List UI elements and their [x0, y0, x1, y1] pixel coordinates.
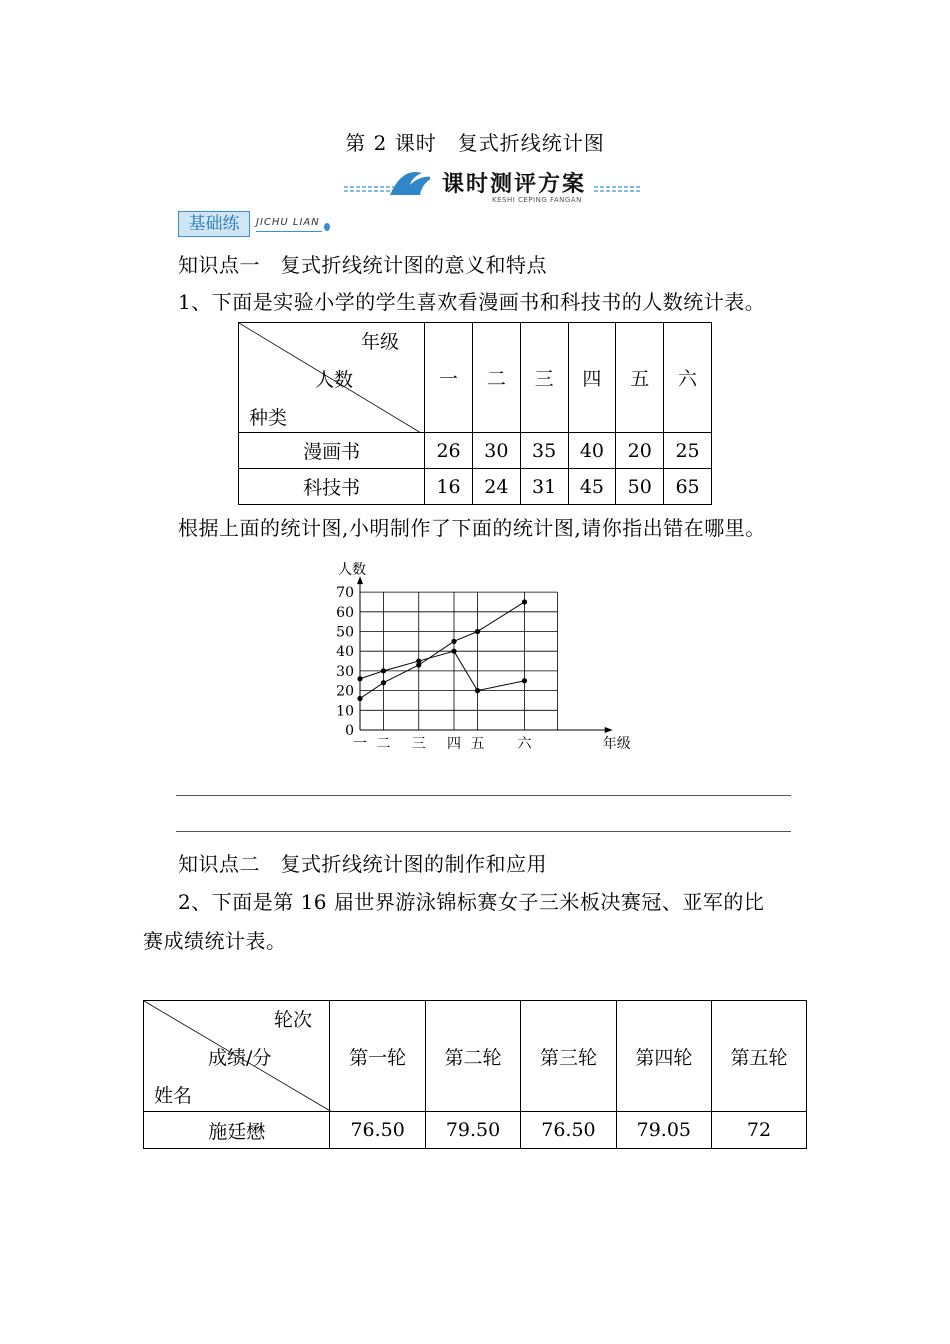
corner-score: 成绩/分: [208, 1047, 272, 1069]
table-cell: 79.50: [425, 1112, 520, 1149]
col-header: 五: [616, 323, 664, 433]
x-axis-arrow: [605, 727, 613, 733]
table-cell: 24: [472, 469, 520, 505]
knowledge2-heading: 知识点二 复式折线统计图的制作和应用: [178, 852, 547, 876]
table-cell: 30: [472, 433, 520, 469]
x-tick-label: 二: [376, 736, 391, 752]
table-cell: 26: [425, 433, 473, 469]
data-point: [381, 680, 386, 685]
y-tick-label: 10: [336, 703, 354, 720]
section-tag: [178, 211, 338, 239]
table-cell: 16: [425, 469, 473, 505]
corner-round: 轮次: [274, 1009, 313, 1031]
y-tick-label: 30: [336, 663, 354, 680]
table-cell: 31: [520, 469, 568, 505]
data-point: [522, 599, 527, 604]
table-cell: 76.50: [521, 1112, 616, 1149]
col-header: 三: [520, 323, 568, 433]
table-row: [144, 1112, 807, 1149]
data-point: [357, 676, 362, 681]
section-tag-pinyin: JICHU LIAN: [256, 217, 320, 228]
table1-corner: [239, 323, 425, 433]
line-chart: [325, 545, 655, 755]
table-cell: 35: [520, 433, 568, 469]
y-axis-label: 人数: [338, 562, 366, 579]
col-header: 一: [425, 323, 473, 433]
row-label: 漫画书: [239, 433, 425, 469]
data-point: [475, 629, 480, 634]
table-row: [239, 433, 712, 469]
section-banner: [342, 163, 642, 207]
q1-instruction: 根据上面的统计图,小明制作了下面的统计图,请你指出错在哪里。: [178, 516, 766, 540]
drop-icon: [324, 223, 330, 231]
corner-count: 人数: [315, 369, 354, 391]
y-tick-label: 70: [336, 585, 354, 602]
data-point: [416, 662, 421, 667]
table-cell: 79.05: [616, 1112, 711, 1149]
y-tick-label: 60: [336, 604, 354, 621]
section-tag-label: 基础练: [178, 211, 250, 237]
knowledge1-heading: 知识点一 复式折线统计图的意义和特点: [178, 253, 547, 277]
leaf-logo-icon: [390, 172, 434, 195]
corner-name: 姓名: [154, 1085, 193, 1107]
col-header: 第五轮: [712, 1001, 807, 1112]
lesson-title: 第 2 课时 复式折线统计图: [345, 131, 605, 155]
table-cell: 40: [568, 433, 616, 469]
q1-text: 1、下面是实验小学的学生喜欢看漫画书和科技书的人数统计表。: [178, 290, 766, 314]
table-cell: 72: [712, 1112, 807, 1149]
y-tick-label: 20: [336, 683, 354, 700]
col-header: 二: [472, 323, 520, 433]
data-point: [357, 696, 362, 701]
col-header: 第二轮: [425, 1001, 520, 1112]
col-header: 六: [664, 323, 712, 433]
y-tick-label: 50: [336, 624, 354, 641]
col-header: 第三轮: [521, 1001, 616, 1112]
answer-line-1[interactable]: [176, 795, 791, 796]
x-tick-label: 一: [353, 736, 367, 752]
table-cell: 25: [664, 433, 712, 469]
banner-subtext: KESHI CEPING FANGAN: [492, 196, 582, 204]
data-point: [381, 668, 386, 673]
table-cell: 20: [616, 433, 664, 469]
score-table: [143, 1000, 807, 1149]
col-header: 四: [568, 323, 616, 433]
y-tick-label: 40: [336, 644, 354, 661]
data-point: [451, 639, 456, 644]
col-header: 第四轮: [616, 1001, 711, 1112]
tag-underline: [256, 231, 322, 232]
corner-kind: 种类: [249, 407, 288, 429]
row-label: 科技书: [239, 469, 425, 505]
row-label: 施廷懋: [144, 1112, 330, 1149]
answer-line-2[interactable]: [176, 831, 791, 832]
col-header: 第一轮: [330, 1001, 425, 1112]
y-tick-label: 0: [345, 723, 354, 739]
x-tick-label: 三: [411, 736, 426, 752]
x-tick-label: 五: [470, 736, 485, 752]
table2-corner: [144, 1001, 330, 1112]
corner-grade: 年级: [361, 331, 400, 353]
banner-text: 课时测评方案: [441, 172, 586, 197]
table-cell: 65: [664, 469, 712, 505]
data-point: [522, 678, 527, 683]
q2-text-line2: 赛成绩统计表。: [143, 929, 287, 953]
x-tick-label: 四: [447, 736, 461, 752]
x-tick-label: 六: [517, 736, 532, 752]
q2-text-line1: 2、下面是第 16 届世界游泳锦标赛女子三米板决赛冠、亚军的比: [178, 890, 765, 914]
x-axis-label: 年级: [602, 736, 631, 752]
table-cell: 76.50: [330, 1112, 425, 1149]
table-cell: 50: [616, 469, 664, 505]
table-cell: 45: [568, 469, 616, 505]
data-point: [451, 649, 456, 654]
table-row: [239, 469, 712, 505]
data-point: [475, 688, 480, 693]
reading-table: [238, 322, 712, 505]
